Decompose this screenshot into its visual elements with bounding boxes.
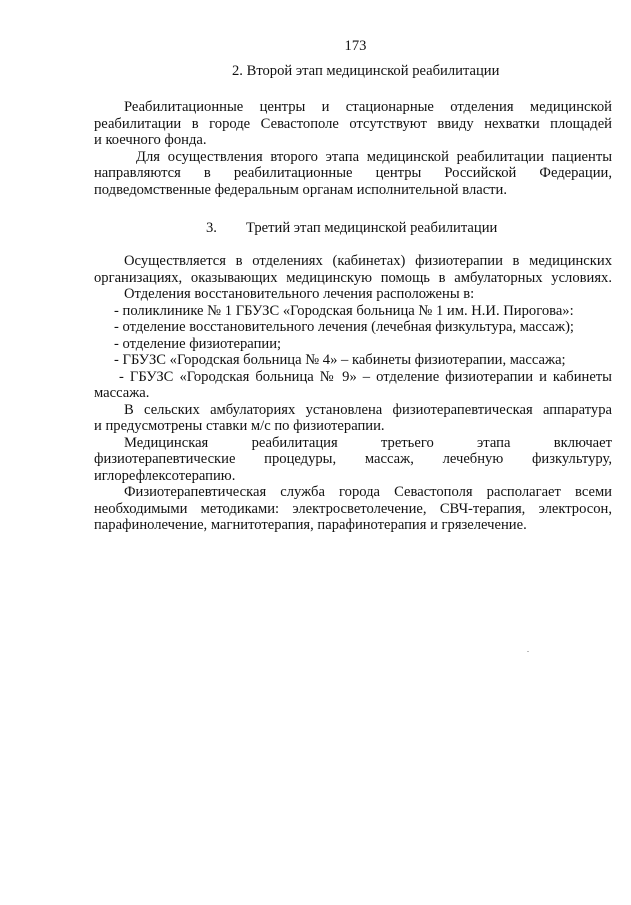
scan-speck (527, 651, 529, 652)
text-line: физиотерапевтические процедуры, массаж, лечебную физкультуру, (94, 451, 612, 467)
text-line: и предусмотрены ставки м/с по физиотерапии. (94, 418, 385, 434)
section-3-body (94, 253, 612, 534)
section-2-heading: 2. Второй этап медицинской реабилитации (232, 63, 500, 79)
text-line: массажа. (94, 385, 150, 401)
text-line: В сельских амбулаториях установлена физиотерапевтическая аппаратура (124, 401, 612, 418)
text-line: иглорефлексотерапию. (94, 467, 236, 484)
text-line: необходимыми методиками: электросветолечение, СВЧ-терапия, электросон, (94, 500, 612, 517)
text-line: подведомственные федеральным органам исполнительной власти. (94, 181, 508, 198)
text-line: направляются в реабилитационные центры Российской Федерации, (94, 165, 612, 181)
text-line: и коечного фонда. (94, 132, 207, 148)
list-item: - ГБУЗС «Городская больница № 9» – отделение физиотерапии и кабинеты (119, 368, 612, 385)
text-line: Реабилитационные центры и стационарные отделения медицинской (124, 99, 612, 115)
section-3-heading (206, 220, 497, 237)
text-line: Физиотерапевтическая служба города Севастополя располагает всеми (124, 484, 612, 500)
section-3-heading-number: 3. (206, 220, 217, 236)
section-3-heading-text: Третий этап медицинской реабилитации (246, 220, 498, 236)
list-item: - поликлинике № 1 ГБУЗС «Городская больница № 1 им. Н.И. Пирогова»: (114, 302, 574, 319)
list-item: - отделение физиотерапии; (114, 335, 282, 352)
section-2-paragraph-1 (94, 99, 612, 198)
list-item: - отделение восстановительного лечения (лечебная физкультура, массаж); (114, 319, 574, 335)
text-line: Отделения восстановительного лечения расположены в: (124, 286, 475, 302)
text-line: организациях, оказывающих медицинскую помощь в амбулаторных условиях. (94, 269, 612, 286)
text-line: Осуществляется в отделениях (кабинетах) физиотерапии в медицинских (124, 253, 612, 269)
page-number: 173 (344, 38, 367, 54)
text-line: парафинолечение, магнитотерапия, парафинотерапия и грязелечение. (94, 517, 527, 533)
text-line: Медицинская реабилитация третьего этапа включает (124, 434, 612, 451)
list-item: - ГБУЗС «Городская больница № 4» – кабинеты физиотерапии, массажа; (114, 352, 566, 368)
text-line: реабилитации в городе Севастополе отсутствуют ввиду нехватки площадей (94, 115, 612, 132)
text-line: Для осуществления второго этапа медицинской реабилитации пациенты (136, 148, 612, 165)
